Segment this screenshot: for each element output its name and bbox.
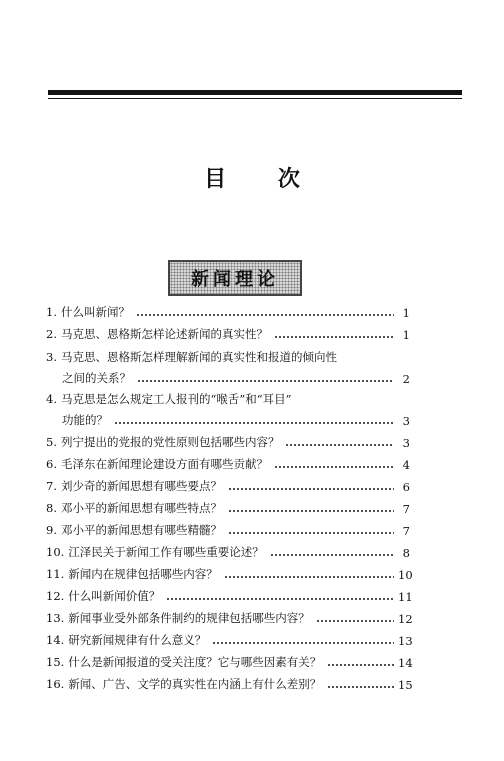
toc-page-number: 12: [398, 612, 413, 626]
toc-entry-title: [46, 676, 321, 692]
toc-entry-text: 什么叫新闻价值？: [68, 589, 161, 603]
toc-entry-line: [46, 391, 410, 407]
toc-entry-line: [46, 566, 413, 582]
toc-entry-title: [46, 456, 268, 472]
toc-entry-line: [46, 500, 410, 516]
dot-leader: [327, 686, 394, 688]
toc-entry-number: 8.: [46, 501, 57, 515]
dot-leader: [327, 664, 394, 666]
toc-entry-text: 马克思、恩格斯怎样理解新闻的真实性和报道的倾向性: [60, 350, 337, 364]
dot-leader: [270, 554, 394, 556]
toc-page-number: 6: [402, 480, 410, 494]
toc-entry-text: 什么是新闻报道的受关注度？它与哪些因素有关？: [68, 655, 322, 669]
dot-leader: [285, 444, 394, 446]
toc-page-number: 13: [398, 634, 413, 648]
toc-page-number: 8: [402, 546, 410, 560]
toc-entry-text: 江泽民关于新闻工作有哪些重要论述？: [68, 545, 264, 559]
toc-entry-title: [46, 326, 268, 342]
toc-page-number: 15: [398, 678, 413, 692]
toc-entry-title: [46, 304, 130, 320]
toc-entry-number: 15.: [46, 655, 65, 669]
dot-leader: [166, 598, 394, 600]
toc-entry-line: [46, 434, 410, 450]
dot-leader: [212, 642, 394, 644]
toc-entry-number: 3.: [46, 350, 57, 364]
toc-entry-title: [46, 654, 321, 670]
toc-entry-line: [46, 349, 410, 365]
toc-entry-text: 马克思、恩格斯怎样论述新闻的真实性？: [60, 327, 268, 341]
toc-page-number: 7: [402, 524, 410, 538]
toc-page-number: 10: [398, 568, 413, 582]
toc-entry-number: 5.: [46, 435, 57, 449]
header-rule-thin: [48, 98, 462, 99]
toc-entry-text: 列宁提出的党报的党性原则包括哪些内容？: [60, 435, 280, 449]
toc-entry-number: 7.: [46, 479, 57, 493]
toc-entry-text: 邓小平的新闻思想有哪些特点？: [60, 501, 222, 515]
dot-leader: [136, 314, 394, 316]
toc-entry-title: [46, 588, 160, 604]
toc-entry-text: 刘少奇的新闻思想有哪些要点？: [60, 479, 222, 493]
header-rule-thick: [48, 90, 462, 95]
toc-entry-line: [46, 632, 413, 648]
toc-entry-text: 新闻事业受外部条件制约的规律包括哪些内容？: [68, 611, 310, 625]
toc-entry-line: [46, 326, 410, 342]
toc-entry-line: [46, 370, 410, 386]
dot-leader: [274, 336, 394, 338]
toc-entry-title-continued: [62, 370, 131, 386]
toc-entry-text: 新闻内在规律包括哪些内容？: [68, 567, 218, 581]
toc-page-number: 2: [402, 372, 410, 386]
toc-page-number: 4: [402, 458, 410, 472]
toc-entry-line: [46, 478, 410, 494]
toc-entry-number: 6.: [46, 457, 57, 471]
toc-entry-text: 新闻、广告、文学的真实性在内涵上有什么差别？: [68, 677, 322, 691]
toc-entry-number: 12.: [46, 589, 65, 603]
dot-leader: [274, 466, 394, 468]
dot-leader: [228, 532, 394, 534]
toc-page-number: 3: [402, 414, 410, 428]
toc-entry-text: 之间的关系？: [62, 371, 131, 385]
toc-entry-number: 9.: [46, 523, 57, 537]
toc-page-number: 7: [402, 502, 410, 516]
toc-entry-text: 什么叫新闻？: [60, 305, 130, 319]
dot-leader: [316, 620, 394, 622]
toc-entry-number: 1.: [46, 305, 57, 319]
toc-entry-title-continued: [62, 412, 108, 428]
toc-entry-number: 10.: [46, 545, 65, 559]
toc-entry-line: [46, 610, 413, 626]
toc-page-number: 1: [402, 328, 410, 342]
toc-entry-number: 11.: [46, 567, 65, 581]
toc-entry-text: 研究新闻规律有什么意义？: [68, 633, 207, 647]
toc-entry-title: [46, 391, 292, 407]
toc-entry-line: [46, 588, 413, 604]
toc-entry-text: 马克思是怎么规定工人报刊的“喉舌”和“耳目”: [60, 392, 292, 406]
toc-page-number: 14: [398, 656, 413, 670]
toc-entry-number: 13.: [46, 611, 65, 625]
toc-entry-number: 4.: [46, 392, 57, 406]
toc-entry-line: [46, 522, 410, 538]
toc-entry-line: [46, 304, 410, 320]
toc-entry-title: [46, 544, 264, 560]
dot-leader: [114, 422, 394, 424]
toc-entry-line: [46, 676, 413, 692]
toc-entry-number: 16.: [46, 677, 65, 691]
toc-entry-title: [46, 478, 222, 494]
toc-entry-text: 功能的？: [62, 413, 108, 427]
section-heading: 新闻理论: [168, 260, 302, 296]
toc-entry-line: [46, 544, 410, 560]
toc-entry-text: 毛泽东在新闻理论建设方面有哪些贡献？: [60, 457, 268, 471]
dot-leader: [137, 380, 394, 382]
toc-entry-title: [46, 566, 218, 582]
dot-leader: [228, 488, 394, 490]
toc-page-number: 1: [402, 306, 410, 320]
toc-entry-title: [46, 349, 337, 365]
toc-page-number: 11: [398, 590, 413, 604]
toc-entry-line: [46, 654, 413, 670]
toc-entry-title: [46, 434, 279, 450]
toc-entry-title: [46, 632, 206, 648]
page-title: 目 次: [204, 167, 322, 192]
toc-page-number: 3: [402, 436, 410, 450]
toc-entry-text: 邓小平的新闻思想有哪些精髓？: [60, 523, 222, 537]
toc-entry-number: 14.: [46, 633, 65, 647]
dot-leader: [224, 576, 394, 578]
toc-entry-number: 2.: [46, 327, 57, 341]
toc-entry-title: [46, 500, 222, 516]
toc-entry-title: [46, 610, 310, 626]
toc-entry-title: [46, 522, 222, 538]
dot-leader: [228, 510, 394, 512]
toc-entry-line: [46, 456, 410, 472]
toc-entry-line: [46, 412, 410, 428]
